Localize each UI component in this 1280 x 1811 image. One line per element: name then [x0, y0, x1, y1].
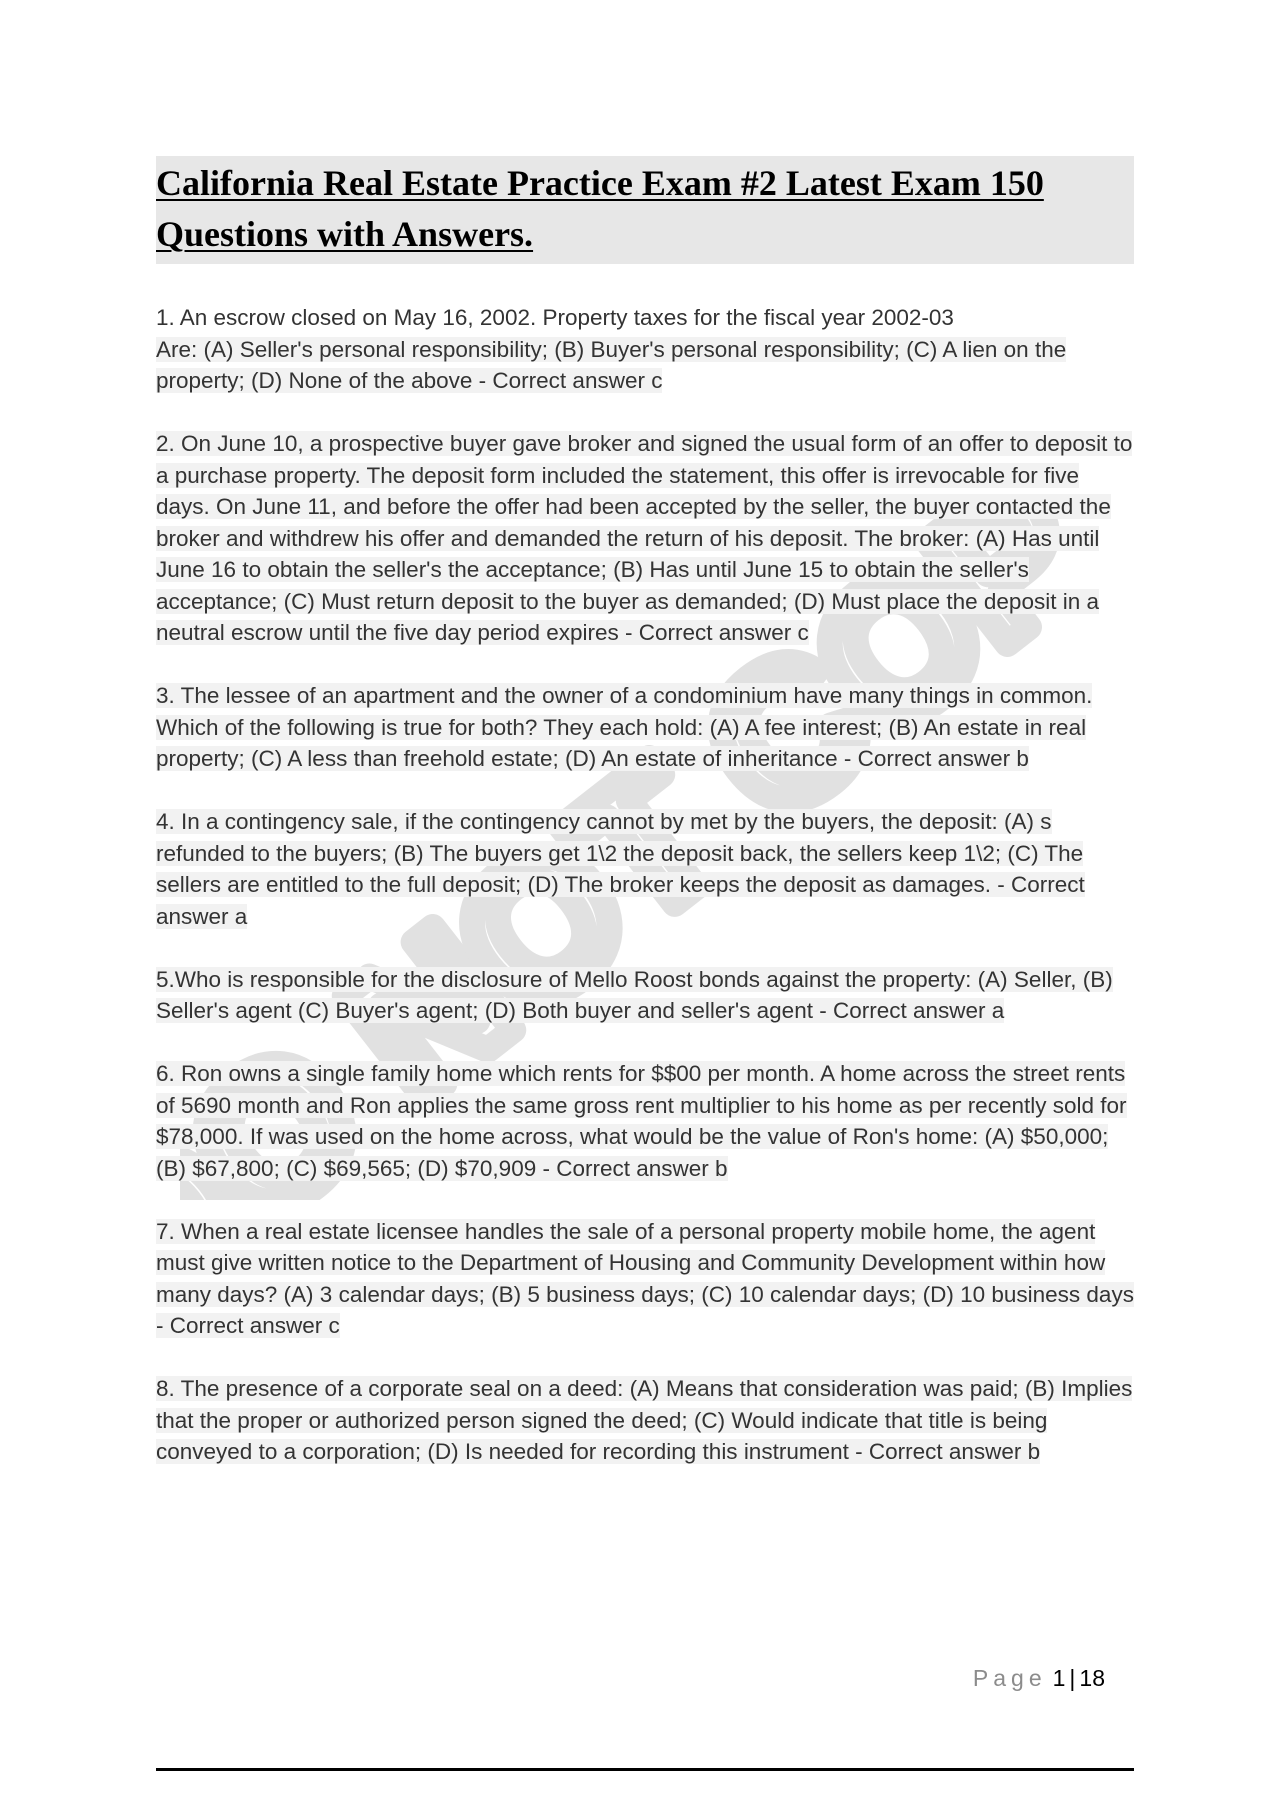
page-label: Page [972, 1665, 1047, 1691]
page-number: 1 [1052, 1665, 1066, 1691]
question-7-text: 7. When a real estate licensee handles the sale of a personal property mobile home, the agent must give written notice to the Department of Housing and Community Development within how many days? (A) 3 calendar days; (B) 5 business days; (C) 10 calendar days; (D) 10 business days - Correct answer c [156, 1218, 1134, 1338]
question-7 [156, 1216, 1134, 1342]
question-1-line-1: 1. An escrow closed on May 16, 2002. Property taxes for the fiscal year 2002-03 [156, 305, 954, 330]
question-2 [156, 428, 1134, 649]
question-6-text: 6. Ron owns a single family home which rents for $$00 per month. A home across the street rents of 5690 month and Ron applies the same gross rent multiplier to his home as per recently sold for $78,000. If was used on the home across, what would be the value of Ron's home: (A) $50,000; (B) $67,800; (C) $69,565; (D) $70,909 - Correct answer b [156, 1061, 1127, 1181]
question-list [156, 302, 1134, 1468]
document-title: California Real Estate Practice Exam #2 Latest Exam 150 Questions with Answers. [156, 156, 1134, 264]
document-page [156, 156, 1134, 1499]
question-1-line-2: Are: (A) Seller's personal responsibility; (B) Buyer's personal responsibility; (C) A lien on the property; (D) None of the above - Correct answer c [156, 336, 1067, 393]
question-5-text: 5.Who is responsible for the disclosure of Mello Roost bonds against the property: (A) Seller, (B) Seller's agent (C) Buyer's agent; (D) Both buyer and seller's agent - Correct answer a [156, 966, 1113, 1023]
question-8 [156, 1373, 1134, 1468]
question-2-text: 2. On June 10, a prospective buyer gave broker and signed the usual form of an offer to deposit to a purchase property. The deposit form included the statement, this offer is irrevocable for five days. On June 11, and before the offer had been accepted by the seller, the buyer contacted the broker and withdrew his offer and demanded the return of his deposit. The broker: (A) Has until June 16 to obtain the seller's the acceptance; (B) Has until June 15 to obtain the seller's acceptance; (C) Must return deposit to the buyer as demanded; (D) Must place the deposit in a neutral escrow until the five day period expires - Correct answer c [156, 431, 1133, 645]
question-6 [156, 1058, 1134, 1184]
question-3-text: 3. The lessee of an apartment and the owner of a condominium have many things in common. Which of the following is true for both? They each hold: (A) A fee interest; (B) An estate in real property; (C) A less than freehold estate; (D) An estate of inheritance - Correct answer b [156, 683, 1093, 771]
question-3 [156, 680, 1134, 775]
question-1 [156, 302, 1134, 397]
page-footer [973, 1665, 1105, 1692]
question-5 [156, 964, 1134, 1027]
page-separator: | [1069, 1665, 1076, 1691]
question-4-text: 4. In a contingency sale, if the contingency cannot by met by the buyers, the deposit: (A) s refunded to the buyers; (B) The buyers get 1\2 the deposit back, the sellers keep 1\2; (C) The sellers are entitled to the full deposit; (D) The broker keeps the deposit as damages. - Correct answer a [156, 809, 1085, 929]
question-8-text: 8. The presence of a corporate seal on a deed: (A) Means that consideration was paid; (B) Implies that the proper or authorized person signed the deed; (C) Would indicate that title is being conveyed to a corporation; (D) Is needed for recording this instrument - Correct answer b [156, 1376, 1133, 1464]
total-pages: 18 [1079, 1665, 1105, 1691]
footer-rule [156, 1768, 1134, 1771]
question-4 [156, 806, 1134, 932]
